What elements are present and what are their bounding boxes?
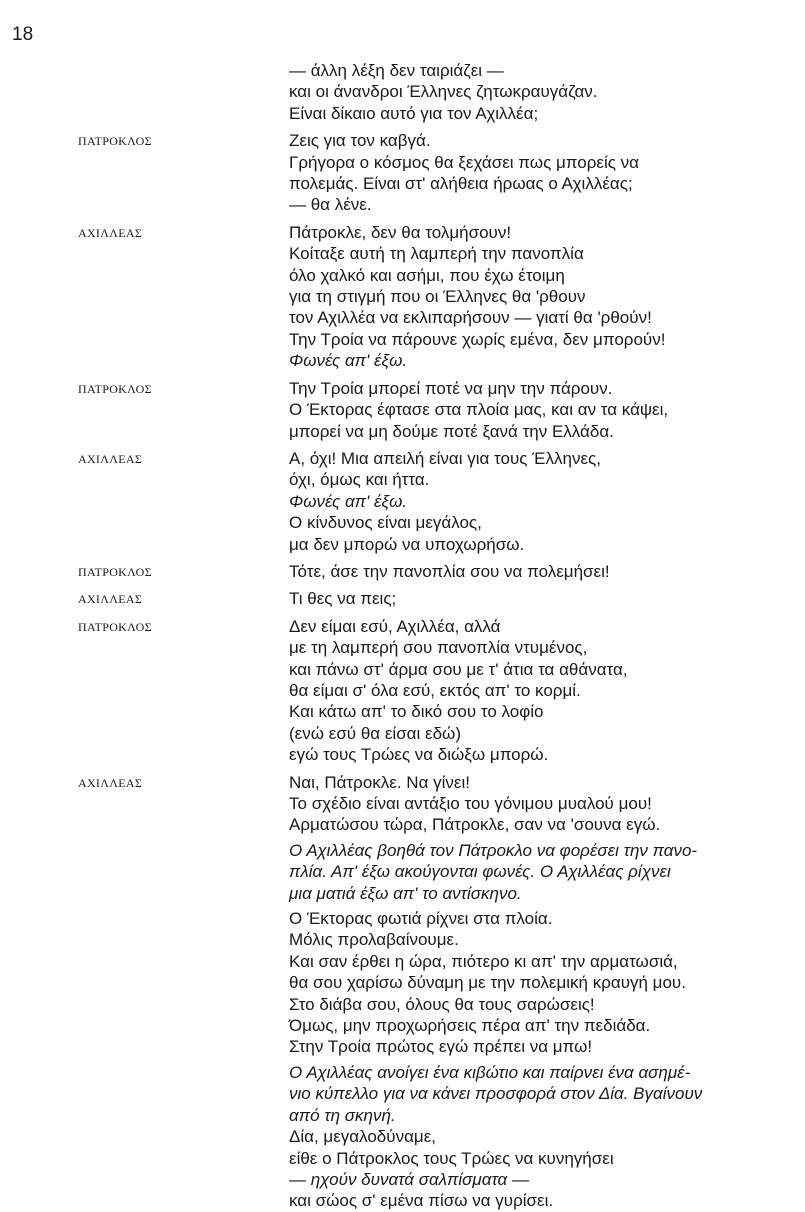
dialogue-block xyxy=(0,222,805,372)
dialogue-line: και πάνω στ' άρμα σου με τ' άτια τα αθάνατα, xyxy=(289,659,628,679)
dialogue-line: Και σαν έρθει η ώρα, πιότερο κι απ' την αρματωσιά, xyxy=(289,951,678,971)
dialogue-block xyxy=(0,378,805,442)
dialogue-line: και σώος σ' εμένα πίσω να γυρίσει. xyxy=(289,1191,554,1211)
dialogue-lines xyxy=(289,60,769,124)
dialogue-lines xyxy=(289,378,769,442)
dialogue-line: θα σου χαρίσω δύναμη με την πολεμική κραυγή μου. xyxy=(289,973,686,993)
dialogue-lines xyxy=(289,222,769,372)
dialogue-block xyxy=(0,588,805,609)
dialogue-line: Μόλις προλαβαίνουμε. xyxy=(289,930,459,950)
dialogue-lines xyxy=(289,616,769,766)
stage-direction-line: Φωνές απ' έξω. xyxy=(289,491,408,511)
dialogue-lines xyxy=(289,588,769,609)
dialogue-block xyxy=(0,60,805,124)
dialogue-block xyxy=(0,772,805,1212)
speaker-name: ΑΧΙΛΛΕΑΣ xyxy=(78,592,143,607)
speaker-name: ΠΑΤΡΟΚΛΟΣ xyxy=(78,619,152,634)
dialogue-line: Το σχέδιο είναι αντάξιο του γόνιμου μυαλού μου! xyxy=(289,794,652,813)
script-body xyxy=(0,60,805,1212)
dialogue-line: με τη λαμπερή σου πανοπλία ντυμένος, xyxy=(289,638,588,658)
stage-direction-line: μια ματιά έξω απ' το αντίσκηνο. xyxy=(289,883,522,903)
dialogue-line: — άλλη λέξη δεν ταιριάζει — xyxy=(289,61,504,80)
dialogue-block xyxy=(0,561,805,582)
speaker-name: ΑΧΙΛΛΕΑΣ xyxy=(78,225,143,240)
dialogue-line: θα είμαι σ' όλα εσύ, εκτός απ' το κορμί. xyxy=(289,680,581,700)
dialogue-line: Την Τροία μπορεί ποτέ να μην την πάρουν. xyxy=(289,378,613,398)
dialogue-line: για τη στιγμή που οι Έλληνες θα 'ρθουν xyxy=(289,287,586,307)
dialogue-line: Όμως, μην προχωρήσεις πέρα απ' την πεδιάδα. xyxy=(289,1016,651,1036)
dialogue-block xyxy=(0,616,805,766)
dialogue-line: εγώ τους Τρώες να διώξω μπορώ. xyxy=(289,745,549,765)
dialogue-line: Είναι δίκαιο αυτό για τον Αχιλλέα; xyxy=(289,103,539,123)
stage-direction-line: — ηχούν δυνατά σαλπίσματα — xyxy=(289,1169,529,1189)
dialogue-line: Κοίταξε αυτή τη λαμπερή την πανοπλία xyxy=(289,244,584,264)
dialogue-line: Α, όχι! Μια απειλή είναι για τους Έλληνες, xyxy=(289,448,601,468)
dialogue-line: Δία, μεγαλοδύναμε, xyxy=(289,1127,436,1147)
dialogue-line: πολεμάς. Είναι στ' αλήθεια ήρωας ο Αχιλλέας; xyxy=(289,174,633,194)
dialogue-line: Γρήγορα ο κόσμος θα ξεχάσει πως μπορείς να xyxy=(289,152,639,172)
speaker-name: ΠΑΤΡΟΚΛΟΣ xyxy=(78,381,152,396)
dialogue-line: Στην Τροία πρώτος εγώ πρέπει να μπω! xyxy=(289,1037,593,1057)
dialogue-line: και οι άνανδροι Έλληνες ζητωκραυγάζαν. xyxy=(289,82,598,102)
stage-direction-line: από τη σκηνή. xyxy=(289,1105,396,1125)
speaker-name: ΠΑΤΡΟΚΛΟΣ xyxy=(78,134,152,149)
dialogue-line: Την Τροία να πάρουνε χωρίς εμένα, δεν μπορούν! xyxy=(289,329,666,349)
dialogue-line: είθε ο Πάτροκλος τους Τρώες να κυνηγήσει xyxy=(289,1148,614,1168)
dialogue-line: Τι θες να πεις; xyxy=(289,589,397,609)
dialogue-line: Ο Έκτορας έφτασε στα πλοία μας, και αν τα κάψει, xyxy=(289,400,669,420)
dialogue-lines xyxy=(289,772,769,1212)
dialogue-line: Ναι, Πάτροκλε. Να γίνει! xyxy=(289,772,470,792)
dialogue-line: μπορεί να μη δούμε ποτέ ξανά την Ελλάδα. xyxy=(289,421,614,441)
dialogue-line: Τότε, άσε την πανοπλία σου να πολεμήσει! xyxy=(289,561,610,581)
speaker-name: ΑΧΙΛΛΕΑΣ xyxy=(78,451,143,466)
dialogue-line: τον Αχιλλέα να εκλιπαρήσουν — γιατί θα 'ρθούν! xyxy=(289,308,652,328)
dialogue-line: Ο κίνδυνος είναι μεγάλος, xyxy=(289,513,482,533)
stage-direction-line: Ο Αχιλλέας ανοίγει ένα κιβώτιο και παίρνει ένα ασημέ- xyxy=(289,1062,691,1082)
stage-direction-line: νιο κύπελλο για να κάνει προσφορά στον Δία. Βγαίνουν xyxy=(289,1084,703,1104)
dialogue-line: Ο Έκτορας φωτιά ρίχνει στα πλοία. xyxy=(289,909,553,929)
dialogue-lines xyxy=(289,130,769,216)
stage-direction-line: Ο Αχιλλέας βοηθά τον Πάτροκλο να φορέσει την πανο- xyxy=(289,840,698,860)
dialogue-lines xyxy=(289,448,769,555)
dialogue-line: Πάτροκλε, δεν θα τολμήσουν! xyxy=(289,222,512,242)
dialogue-line: Στο διάβα σου, όλους θα τους σαρώσεις! xyxy=(289,994,595,1014)
page-number: 18 xyxy=(12,24,34,45)
speaker-name: ΑΧΙΛΛΕΑΣ xyxy=(78,775,143,790)
dialogue-line: (ενώ εσύ θα είσαι εδώ) xyxy=(289,723,461,743)
dialogue-block xyxy=(0,130,805,216)
dialogue-line: — θα λένε. xyxy=(289,195,372,215)
dialogue-line: όχι, όμως και ήττα. xyxy=(289,470,430,490)
dialogue-line: μα δεν μπορώ να υποχωρήσω. xyxy=(289,534,525,554)
stage-direction-line: πλία. Απ' έξω ακούγονται φωνές. Ο Αχιλλέας ρίχνει xyxy=(289,862,671,882)
dialogue-line: Δεν είμαι εσύ, Αχιλλέα, αλλά xyxy=(289,616,501,636)
dialogue-line: Και κάτω απ' το δικό σου το λοφίο xyxy=(289,702,544,722)
speaker-name: ΠΑΤΡΟΚΛΟΣ xyxy=(78,564,152,579)
dialogue-lines xyxy=(289,561,769,582)
dialogue-block xyxy=(0,448,805,555)
dialogue-line: όλο χαλκό και ασήμι, που έχω έτοιμη xyxy=(289,265,565,285)
dialogue-line: Αρματώσου τώρα, Πάτροκλε, σαν να 'σουνα εγώ. xyxy=(289,815,661,835)
dialogue-line: Ζεις για τον καβγά. xyxy=(289,131,431,151)
stage-direction-line: Φωνές απ' έξω. xyxy=(289,351,408,371)
